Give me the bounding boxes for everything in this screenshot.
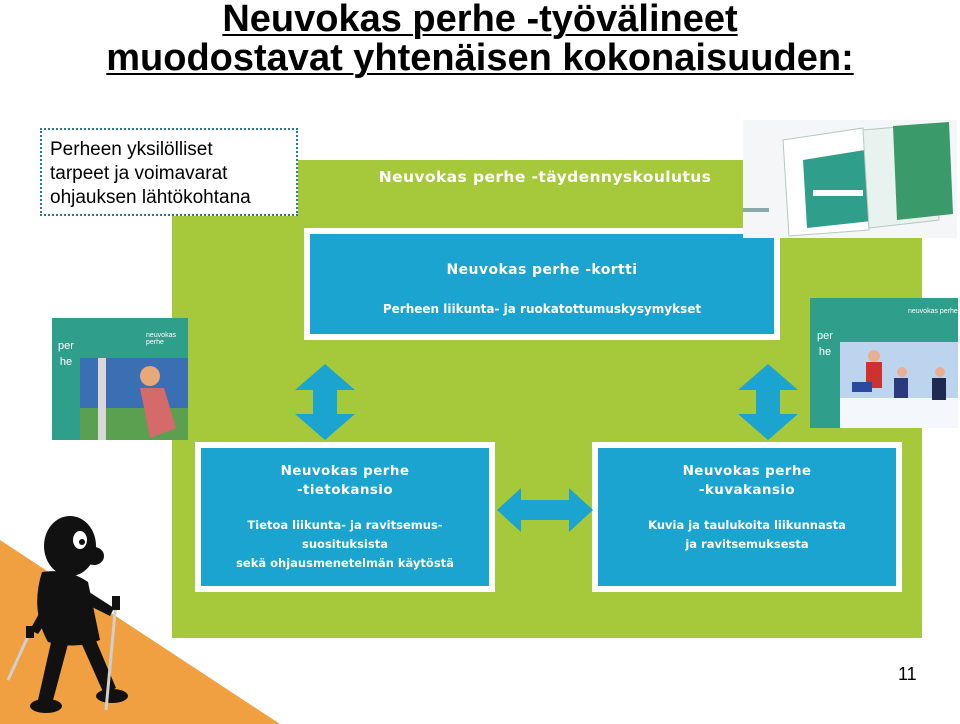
leaflets-illustration — [743, 120, 957, 238]
callout-box — [40, 128, 298, 216]
booklet-right-spine — [810, 298, 840, 428]
kuvakansio-title-line-2: -kuvakansio — [698, 482, 796, 498]
kuvakansio-desc-line-1: Kuvia ja taulukoita liikunnasta — [648, 518, 846, 532]
kuvakansio-title-line-1: Neuvokas perhe — [682, 463, 812, 479]
kuvakansio-desc-line-2: ja ravitsemuksesta — [685, 537, 809, 551]
kortti-title: Neuvokas perhe -kortti — [446, 262, 638, 278]
booklet-left-spine-text: perhe — [58, 340, 74, 368]
tietokansio-title-line-1: Neuvokas perhe — [280, 463, 410, 479]
nordic-walker-figure-icon — [8, 510, 138, 724]
booklet-right-spine-text: perhe — [817, 330, 833, 358]
tietokansio-desc-line-2: suosituksista — [302, 537, 388, 551]
booklet-left — [52, 318, 188, 440]
banner-taydennyskoulutus: Neuvokas perhe -täydennyskoulutus — [378, 168, 712, 186]
kuvakansio-title — [598, 462, 896, 500]
booklet-right — [810, 298, 958, 428]
tietokansio-title-line-2: -tietokansio — [296, 482, 393, 498]
kortti-subtitle: Perheen liikunta- ja ruokatottumuskysymykset — [382, 302, 702, 316]
horizontal-double-arrow-icon — [497, 488, 593, 532]
page-number: 11 — [898, 664, 917, 684]
booklet-right-label: neuvokas perhe — [908, 308, 958, 315]
callout-line-2: tarpeet ja voimavarat — [50, 163, 228, 184]
callout-line-3: ohjauksen lähtökohtana — [50, 187, 251, 208]
slide-title — [0, 0, 960, 78]
kuvakansio-description — [598, 516, 896, 554]
booklet-right-photo — [840, 342, 958, 428]
vertical-double-arrow-right-icon — [738, 364, 798, 440]
title-line-1: Neuvokas perhe -työvälineet — [222, 0, 738, 40]
callout-line-1: Perheen yksilölliset — [50, 139, 213, 160]
booklet-left-spine — [52, 318, 80, 440]
booklet-right-header — [840, 298, 958, 342]
kortti-box — [304, 228, 780, 340]
booklet-left-photo — [80, 358, 188, 440]
tietokansio-box — [195, 442, 495, 592]
tietokansio-desc-line-1: Tietoa liikunta- ja ravitsemus- — [247, 518, 443, 532]
vertical-double-arrow-left-icon — [295, 364, 355, 440]
leaflets-photo — [743, 120, 957, 238]
tietokansio-title — [201, 462, 489, 500]
tietokansio-desc-line-3: sekä ohjausmenetelmän käytöstä — [236, 556, 454, 570]
title-line-2: muodostavat yhtenäisen kokonaisuuden: — [106, 37, 854, 79]
booklet-left-label: neuvokas perhe — [146, 332, 176, 346]
tietokansio-description — [201, 516, 489, 573]
kuvakansio-box — [592, 442, 902, 592]
